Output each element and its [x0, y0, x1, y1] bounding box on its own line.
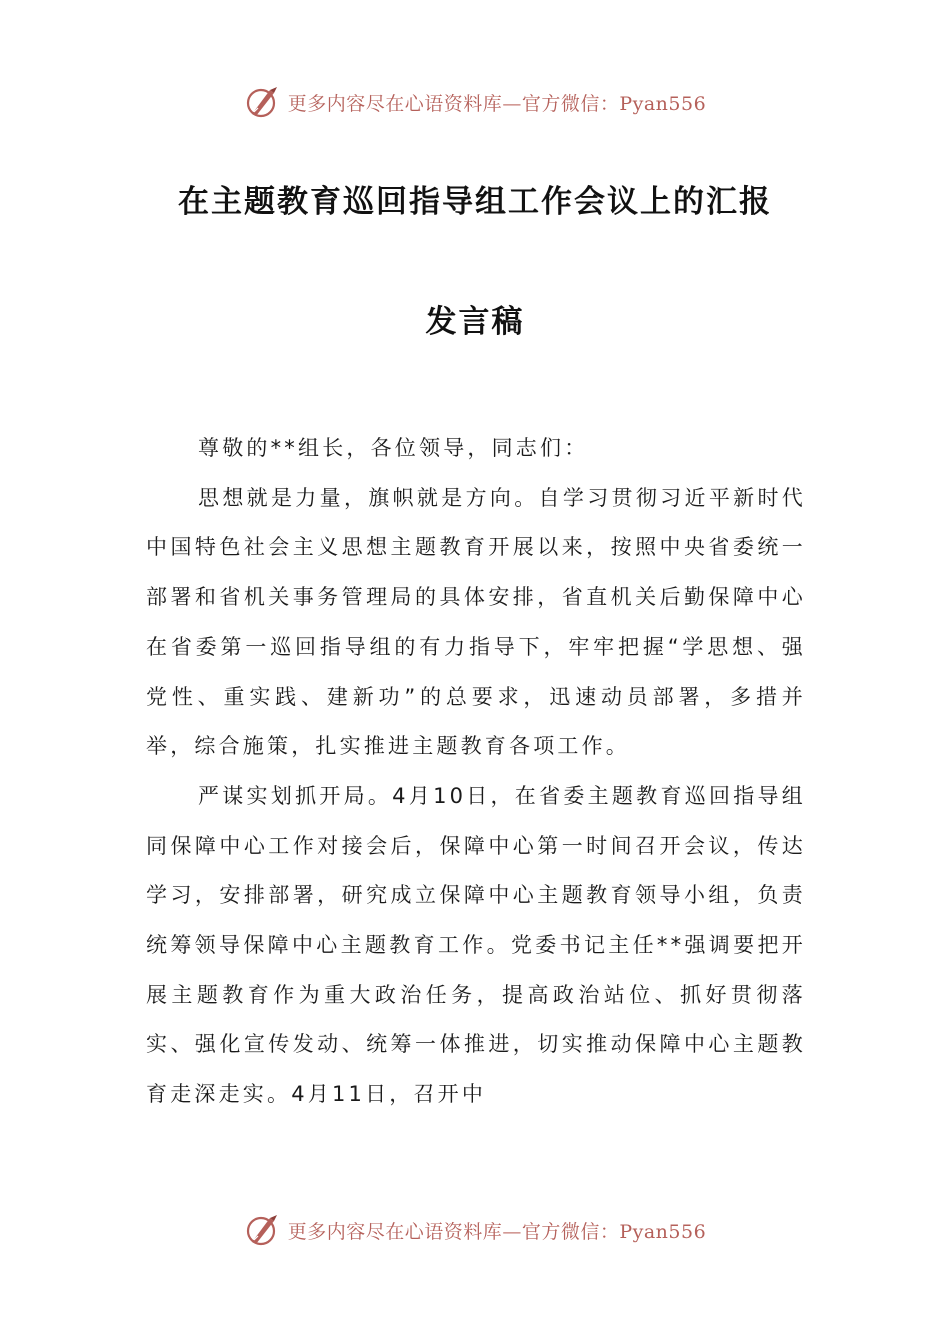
watermark-banner-top [0, 82, 950, 122]
document-body [146, 424, 806, 1120]
intro-paragraph: 思想就是力量，旗帜就是方向。自学习贯彻习近平新时代中国特色社会主义思想主题教育开展以来，按照中央省委统一部署和省机关事务管理局的具体安排，省直机关后勤保障中心在省委第一巡回指导组的有力指导下，牢牢把握“学思想、强党性、重实践、建新功”的总要求，迅速动员部署，多措并举，综合施策，扎实推进主题教育各项工作。 [146, 485, 806, 759]
watermark-separator: — [502, 1220, 522, 1243]
salutation-paragraph: 尊敬的**组长，各位领导，同志们： [198, 436, 589, 460]
document-title-line-2: 发言稿 [425, 304, 525, 340]
watermark-wechat-id: Pyan556 [619, 92, 707, 115]
document-title-line-1: 在主题教育巡回指导组工作会议上的汇报 [178, 184, 772, 220]
watermark-text [288, 1217, 706, 1244]
watermark-text [288, 89, 706, 116]
watermark-main-text: 更多内容尽在心语资料库 [287, 1220, 503, 1243]
quill-logo-icon [244, 84, 280, 120]
watermark-wechat-id: Pyan556 [619, 1220, 707, 1243]
watermark-main-text: 更多内容尽在心语资料库 [287, 92, 503, 115]
watermark-wechat-label: 官方微信： [521, 92, 620, 115]
watermark-banner-bottom [0, 1210, 950, 1250]
watermark-wechat-label: 官方微信： [521, 1220, 620, 1243]
watermark-separator: — [502, 92, 522, 115]
quill-logo-icon [244, 1212, 280, 1248]
section-paragraph: 严谋实划抓开局。4月10日，在省委主题教育巡回指导组同保障中心工作对接会后，保障中心第一时间召开会议，传达学习，安排部署，研究成立保障中心主题教育领导小组，负责统筹领导保障中心主题教育工作。党委书记主任**强调要把开展主题教育作为重大政治任务，提高政治站位、抓好贯彻落实、强化宣传发动、统筹一体推进，切实推动保障中心主题教育走深走实。4月11日，召开中 [146, 783, 806, 1107]
